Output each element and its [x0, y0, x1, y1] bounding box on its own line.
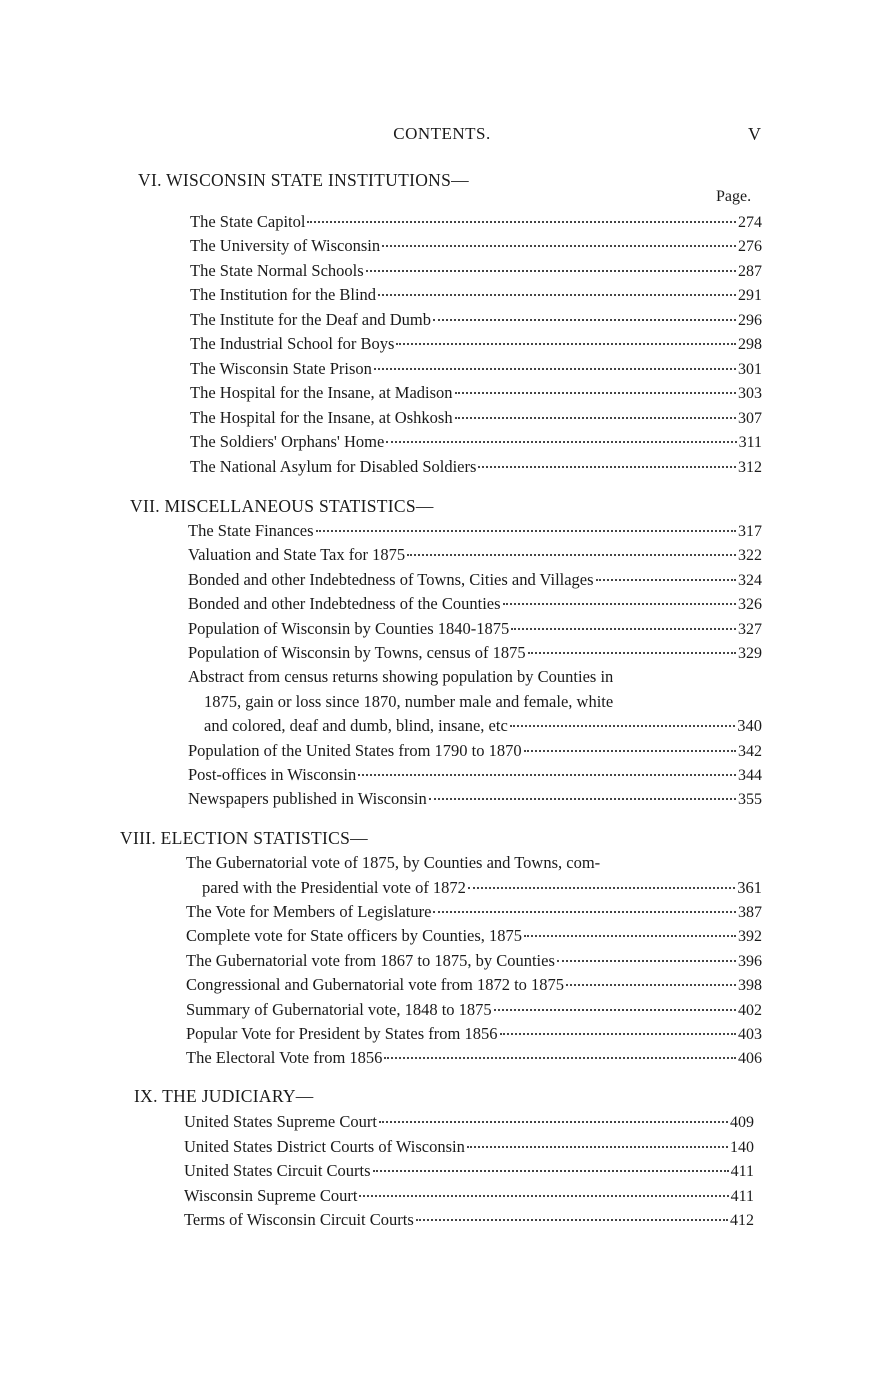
entry-page: 140 — [730, 1139, 754, 1156]
leader-dots — [382, 245, 736, 247]
toc-entry[interactable] — [190, 308, 762, 332]
toc-entry[interactable] — [186, 924, 762, 948]
leader-dots — [407, 554, 736, 556]
entry-line: The Gubernatorial vote of 1875, by Counties and Towns, com- — [186, 853, 601, 872]
leader-dots — [467, 1146, 728, 1148]
entry-page: 412 — [730, 1212, 754, 1229]
entry-page: 398 — [738, 977, 762, 994]
toc-entry[interactable] — [190, 455, 762, 479]
leader-dots — [359, 1195, 728, 1197]
entry-title: Newspapers published in Wisconsin — [188, 789, 427, 808]
entry-title: The Institute for the Deaf and Dumb — [190, 310, 432, 329]
entry-page: 355 — [738, 791, 762, 808]
leader-dots — [455, 417, 736, 419]
toc-entry[interactable] — [190, 283, 762, 307]
entry-title: United States Circuit Courts — [184, 1161, 371, 1180]
entry-title: The Vote for Members of Legislature — [186, 902, 432, 921]
leader-dots — [366, 270, 736, 272]
page-numeral: V — [748, 124, 762, 144]
toc-entry[interactable] — [188, 787, 762, 811]
toc-entry[interactable] — [188, 519, 762, 543]
leader-dots — [386, 441, 736, 443]
entry-line: 1875, gain or loss since 1870, number male and female, white — [204, 691, 614, 711]
leader-dots — [373, 1170, 729, 1172]
toc-entry[interactable] — [186, 1022, 762, 1046]
entry-title: Complete vote for State officers by Counties, 1875 — [186, 926, 523, 945]
section-heading: VI. WISCONSIN STATE INSTITUTIONS— — [138, 170, 469, 190]
leader-dots — [416, 1219, 728, 1221]
section-heading: VIII. ELECTION STATISTICS— — [120, 828, 368, 848]
toc-entry[interactable] — [190, 259, 762, 283]
leader-dots — [566, 984, 736, 986]
leader-dots — [307, 221, 736, 223]
toc-entry[interactable] — [188, 568, 762, 592]
entry-page: 301 — [738, 361, 762, 378]
entry-title: Terms of Wisconsin Circuit Courts — [184, 1210, 414, 1229]
entry-page: 303 — [738, 385, 762, 402]
entry-title: Congressional and Gubernatorial vote from 1872 to 1875 — [186, 975, 565, 994]
running-head-title: CONTENTS. — [393, 124, 491, 143]
leader-dots — [528, 652, 736, 654]
entry-page: 342 — [738, 743, 762, 760]
entry-title: The University of Wisconsin — [190, 236, 381, 255]
entry-page: 392 — [738, 928, 762, 945]
entry-page: 287 — [738, 263, 762, 280]
entry-page: 317 — [738, 523, 762, 540]
entry-title: Summary of Gubernatorial vote, 1848 to 1875 — [186, 1000, 492, 1019]
entry-page: 276 — [738, 238, 762, 255]
entry-title: Population of Wisconsin by Towns, census of 1875 — [188, 643, 526, 662]
toc-entry[interactable] — [188, 763, 762, 787]
entry-page: 396 — [738, 953, 762, 970]
entry-title: The Institution for the Blind — [190, 285, 377, 304]
toc-entry-multiline[interactable] — [188, 665, 762, 739]
entry-page: 274 — [738, 214, 762, 231]
page-column-label: Page. — [716, 188, 752, 205]
toc-entry[interactable] — [190, 430, 762, 454]
toc-entry[interactable] — [184, 1135, 754, 1159]
toc-entry[interactable] — [184, 1184, 754, 1208]
entry-page: 324 — [738, 572, 762, 589]
entry-title: The State Capitol — [190, 212, 306, 231]
entry-page: 361 — [737, 877, 762, 897]
entry-title: The Hospital for the Insane, at Oshkosh — [190, 408, 453, 427]
entry-title: and colored, deaf and dumb, blind, insane, etc — [204, 716, 508, 735]
entry-title: The Wisconsin State Prison — [190, 359, 372, 378]
entry-page: 402 — [738, 1002, 762, 1019]
entry-page: 322 — [738, 547, 762, 564]
toc-entry[interactable] — [184, 1208, 754, 1232]
toc-entry[interactable] — [188, 641, 762, 665]
entry-page: 307 — [738, 410, 762, 427]
toc-entry[interactable] — [190, 234, 762, 258]
entry-title: pared with the Presidential vote of 1872 — [202, 877, 466, 897]
entry-title: The Soldiers' Orphans' Home — [190, 432, 385, 451]
toc-entry[interactable] — [188, 617, 762, 641]
entry-title: Popular Vote for President by States from 1856 — [186, 1024, 498, 1043]
toc-entry-multiline[interactable] — [186, 851, 762, 900]
entry-title: Valuation and State Tax for 1875 — [188, 545, 406, 564]
toc-entry[interactable] — [190, 357, 762, 381]
toc-entry[interactable] — [186, 1046, 762, 1070]
entry-page: 411 — [730, 1188, 754, 1205]
entry-page: 403 — [738, 1026, 762, 1043]
entry-page: 311 — [738, 434, 762, 451]
entry-title: The Gubernatorial vote from 1867 to 1875, by Counties — [186, 951, 555, 970]
leader-dots — [596, 579, 736, 581]
entry-last-line — [186, 876, 762, 901]
entry-title: The Hospital for the Insane, at Madison — [190, 383, 453, 402]
leader-dots — [396, 343, 736, 345]
entry-page: 406 — [738, 1050, 762, 1067]
entry-title: Post-offices in Wisconsin — [188, 765, 357, 784]
toc-entry[interactable] — [190, 381, 762, 405]
entry-page: 329 — [738, 645, 762, 662]
leader-dots — [384, 1057, 736, 1059]
leader-dots — [510, 725, 735, 727]
entry-title: The Electoral Vote from 1856 — [186, 1048, 383, 1067]
toc-entry[interactable] — [186, 900, 762, 924]
entry-title: Population of the United States from 1790 to 1870 — [188, 741, 522, 760]
entry-page: 298 — [738, 336, 762, 353]
toc-entry[interactable] — [188, 543, 762, 567]
leader-dots — [524, 935, 736, 937]
leader-dots — [358, 774, 736, 776]
entry-page: 296 — [738, 312, 762, 329]
toc-entry[interactable] — [190, 406, 762, 430]
leader-dots — [478, 466, 736, 468]
leader-dots — [433, 911, 736, 913]
entry-title: United States Supreme Court — [184, 1112, 377, 1131]
leader-dots — [374, 368, 736, 370]
entry-page: 312 — [738, 459, 762, 476]
section-heading: IX. THE JUDICIARY— — [134, 1086, 314, 1106]
leader-dots — [557, 960, 736, 962]
entry-title: The State Normal Schools — [190, 261, 364, 280]
entry-title: Bonded and other Indebtedness of the Counties — [188, 594, 501, 613]
entry-title: Population of Wisconsin by Counties 1840-1875 — [188, 619, 510, 638]
entry-page: 327 — [738, 621, 762, 638]
entry-page: 411 — [730, 1163, 754, 1180]
leader-dots — [378, 294, 736, 296]
entry-title: The Industrial School for Boys — [190, 334, 395, 353]
entry-title: The State Finances — [188, 521, 314, 540]
toc-entry[interactable] — [186, 998, 762, 1022]
toc-entry[interactable] — [190, 332, 762, 356]
leader-dots — [494, 1009, 736, 1011]
running-head — [0, 124, 884, 148]
leader-dots — [379, 1121, 728, 1123]
toc-entry[interactable] — [188, 592, 762, 616]
leader-dots — [500, 1033, 737, 1035]
entry-title: The National Asylum for Disabled Soldiers — [190, 457, 477, 476]
entry-page: 387 — [738, 904, 762, 921]
leader-dots — [455, 392, 736, 394]
toc-entry[interactable] — [190, 210, 762, 234]
toc-entry[interactable] — [184, 1159, 754, 1183]
entry-title: Bonded and other Indebtedness of Towns, Cities and Villages — [188, 570, 594, 589]
entry-page: 344 — [738, 767, 762, 784]
section-heading: VII. MISCELLANEOUS STATISTICS— — [130, 496, 434, 516]
leader-dots — [511, 628, 736, 630]
toc-entry[interactable] — [186, 949, 762, 973]
entry-title: Wisconsin Supreme Court — [184, 1186, 358, 1205]
toc-entry[interactable] — [188, 739, 762, 763]
entry-title: United States District Courts of Wisconsin — [184, 1137, 465, 1156]
leader-dots — [468, 887, 735, 889]
leader-dots — [316, 530, 736, 532]
leader-dots — [429, 798, 736, 800]
entry-page: 291 — [738, 287, 762, 304]
entry-line: Abstract from census returns showing population by Counties in — [188, 667, 614, 686]
leader-dots — [433, 319, 736, 321]
toc-entry[interactable] — [184, 1110, 754, 1134]
leader-dots — [503, 603, 736, 605]
entry-last-line — [188, 714, 762, 739]
entry-page: 340 — [737, 716, 762, 735]
toc-entry[interactable] — [186, 973, 762, 997]
entry-page: 409 — [730, 1114, 754, 1131]
entry-page: 326 — [738, 596, 762, 613]
leader-dots — [524, 750, 736, 752]
